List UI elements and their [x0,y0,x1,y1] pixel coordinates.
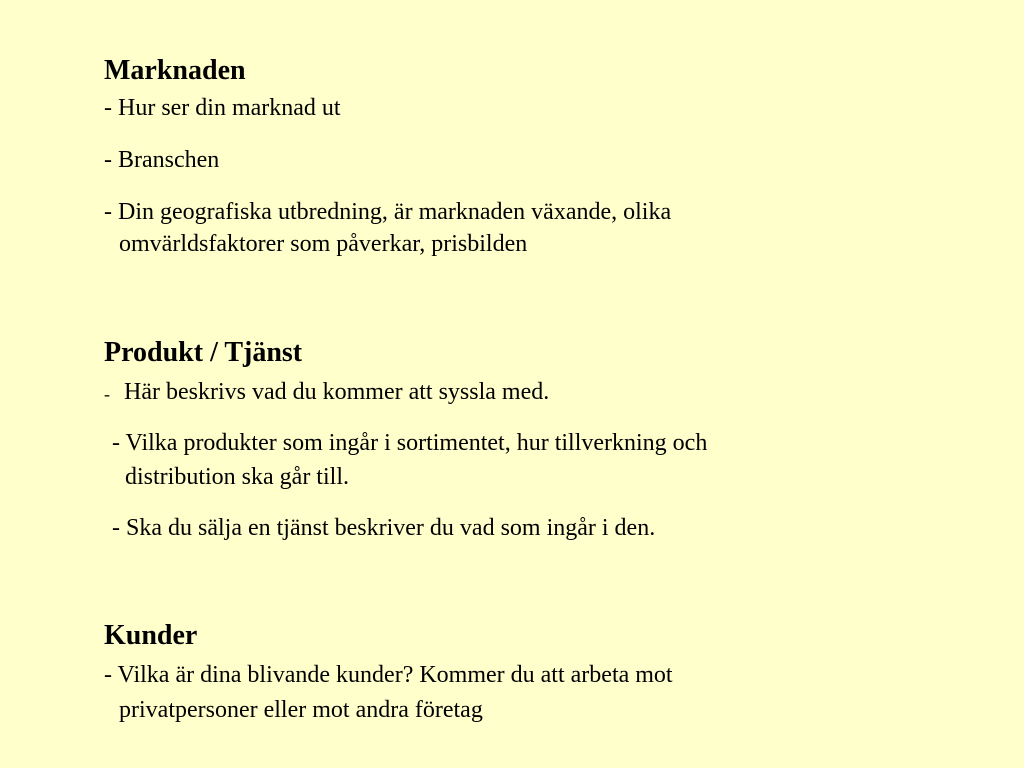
produkt-line-3: - Ska du sälja en tjänst beskriver du vad som ingår i den. [112,515,656,541]
heading-produkt-tjanst: Produkt / Tjänst [104,337,303,368]
produkt-line-2b: distribution ska går till. [125,464,349,490]
heading-marknaden: Marknaden [104,55,246,86]
marknaden-line-2: - Branschen [104,147,220,173]
heading-kunder: Kunder [104,620,198,651]
produkt-line-2a: - Vilka produkter som ingår i sortimentet, hur tillverkning och [112,430,708,456]
kunder-line-1b: privatpersoner eller mot andra företag [119,697,483,723]
produkt-line-1: Här beskrivs vad du kommer att syssla med. [124,379,550,405]
marknaden-line-3a: - Din geografiska utbredning, är marknaden växande, olika [104,199,672,225]
produkt-line-1-dash: - [104,384,110,404]
marknaden-line-1: - Hur ser din marknad ut [104,95,341,121]
kunder-line-1a: - Vilka är dina blivande kunder? Kommer du att arbeta mot [104,662,673,688]
marknaden-line-3b: omvärldsfaktorer som påverkar, prisbilden [119,231,528,257]
